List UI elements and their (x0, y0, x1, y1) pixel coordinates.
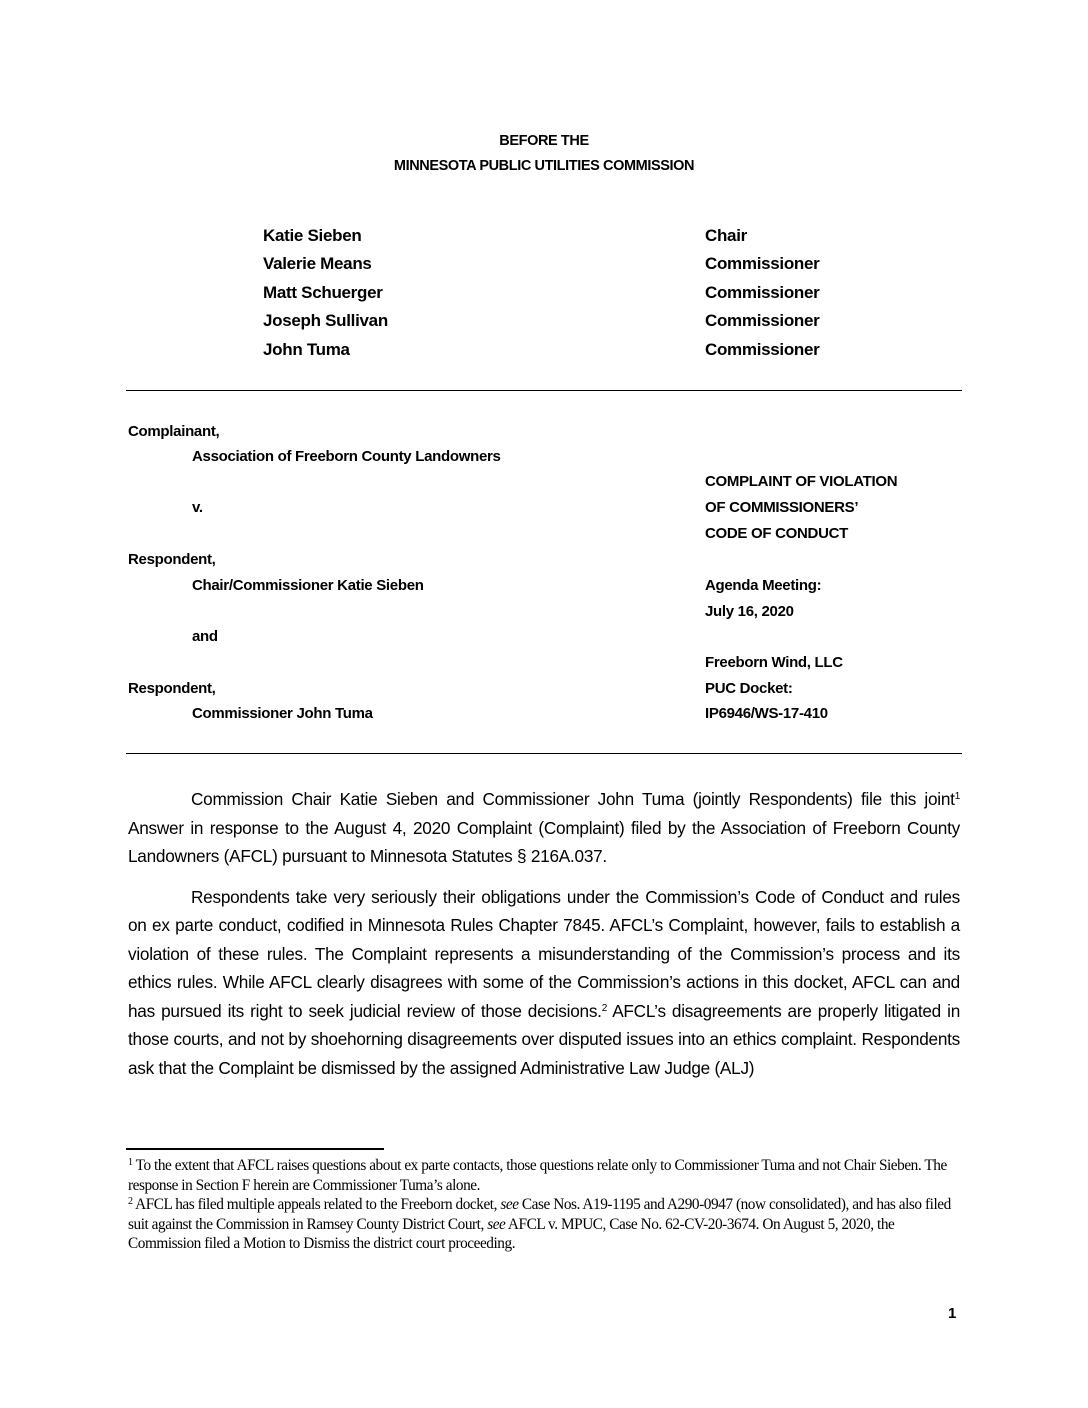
complaint-title-line-2: OF COMMISSIONERS’ (705, 499, 859, 516)
header-line-1: BEFORE THE (499, 133, 589, 149)
footnote-text: Case Nos. A19-1195 and A290-0947 (now consolidated), and has also filed suit against the Commission in Ramsey County District Court, (128, 1196, 951, 1233)
footnote-ref-2[interactable]: 2 (601, 1002, 608, 1014)
docket-number: IP6946/WS-17-410 (705, 705, 828, 722)
paragraph-2-text-b: AFCL’s disagreements are properly litigated in those courts, and not by shoehorning disagreements over disputed issues into an ethics complaint. Respondents ask that the Complaint be dismissed by the assigned Administrative Law Judge (ALJ) (128, 1000, 960, 1078)
complainant-name: Association of Freeborn County Landowners (192, 448, 501, 465)
commissioner-name: Matt Schuerger (263, 283, 383, 302)
commissioner-name: Joseph Sullivan (263, 311, 388, 330)
commissioner-title: Commissioner (705, 311, 820, 330)
paragraph-1-text-b: Answer in response to the August 4, 2020 Complaint (Complaint) filed by the Association of Freeborn County Landowners (AFCL) pursuant to Minnesota Statutes § 216A.037. (128, 817, 960, 866)
party-name: Freeborn Wind, LLC (705, 654, 843, 671)
footnote-ref-1[interactable]: 1 (954, 791, 960, 802)
docket-label: PUC Docket: (705, 680, 793, 697)
paragraph-1 (128, 785, 960, 871)
divider-top (126, 390, 962, 391)
respondent-2-label: Respondent, (128, 680, 216, 697)
complaint-title-line-1: COMPLAINT OF VIOLATION (705, 473, 898, 490)
footnote-signal-see: see (487, 1215, 506, 1233)
respondent-2-name: Commissioner John Tuma (192, 705, 373, 722)
footnote-text: AFCL has filed multiple appeals related to the Freeborn docket, (132, 1196, 501, 1213)
respondent-1-label: Respondent, (128, 551, 216, 568)
commissioner-title: Commissioner (705, 254, 820, 273)
footnote-number: 1 (128, 1157, 133, 1168)
page-number: 1 (948, 1305, 957, 1322)
footnote-separator (126, 1148, 384, 1150)
paragraph-1-text-a: Commission Chair Katie Sieben and Commissioner John Tuma (jointly Respondents) file this joint (191, 789, 955, 809)
paragraph-2-text-a: Respondents take very seriously their obligations under the Commission’s Code of Conduct and rules on ex parte conduct, codified in Minnesota Rules Chapter 7845. AFCL’s Complaint, however, fails to establish a violation of these rules. The Complaint represents a misunderstanding of the Commission’s process and its ethics rules. While AFCL clearly disagrees with some of the Commission’s actions in this docket, AFCL can and has pursued its right to seek judicial review of those decisions. (128, 886, 960, 1021)
footnote-text: To the extent that AFCL raises questions about ex parte contacts, those questions relate only to Commissioner Tuma and not Chair Sieben. The response in Section F herein are Commissioner Tuma’s alone. (128, 1157, 947, 1194)
respondent-1-name: Chair/Commissioner Katie Sieben (192, 577, 424, 594)
answer-body (128, 785, 960, 1094)
footnote-signal-see: see (500, 1196, 519, 1213)
footnotes (128, 1156, 963, 1254)
footnote-number: 2 (128, 1196, 133, 1207)
commissioner-title: Commissioner (705, 340, 820, 359)
agenda-meeting-label: Agenda Meeting: (705, 577, 822, 594)
paragraph-2 (128, 883, 960, 1083)
footnote-1 (128, 1156, 963, 1195)
commissioner-name: Valerie Means (263, 254, 372, 273)
complaint-title-line-3: CODE OF CONDUCT (705, 525, 848, 542)
agenda-meeting-date: July 16, 2020 (705, 603, 794, 620)
header-line-2: MINNESOTA PUBLIC UTILITIES COMMISSION (393, 158, 695, 174)
commissioner-title: Commissioner (705, 283, 820, 302)
divider-bottom (126, 753, 962, 754)
commissioner-name: John Tuma (263, 340, 350, 359)
footnote-text: AFCL v. MPUC, Case No. 62-CV-20-3674. On August 5, 2020, the Commission filed a Motion to Dismiss the district court proceeding. (128, 1215, 895, 1252)
complainant-label: Complainant, (128, 423, 220, 440)
versus-label: v. (192, 499, 203, 516)
commissioner-name: Katie Sieben (263, 226, 362, 245)
and-label: and (192, 628, 218, 645)
footnote-2 (128, 1195, 963, 1254)
commissioner-title: Chair (705, 226, 747, 245)
